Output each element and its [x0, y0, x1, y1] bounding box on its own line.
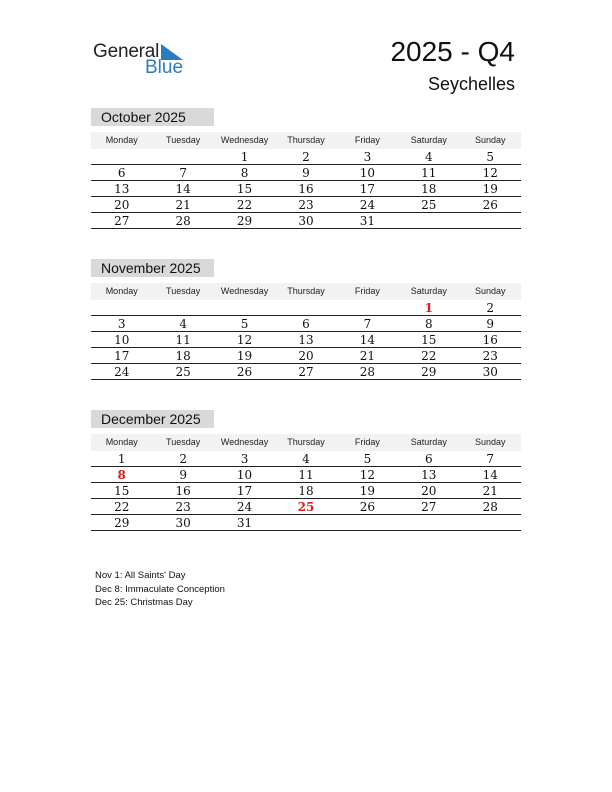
week-row [91, 181, 521, 197]
day-cell: 10 [359, 166, 376, 180]
day-cell: 2 [179, 452, 187, 466]
day-cell: 9 [302, 166, 310, 180]
day-cell: 22 [236, 198, 253, 212]
day-cell: 30 [482, 365, 498, 379]
day-cell: 23 [482, 349, 498, 363]
country-name: Seychelles [427, 74, 515, 94]
day-cell: 2 [486, 301, 495, 315]
day-cell: 18 [175, 349, 191, 363]
day-cell: 29 [114, 516, 130, 530]
day-cell: 29 [236, 214, 253, 228]
day-cell: 24 [114, 365, 130, 379]
weekday-label: Saturday [410, 135, 447, 145]
week-row [91, 515, 521, 531]
empty-day-cell [398, 515, 459, 530]
weekday-label: Thursday [287, 286, 325, 296]
day-cell: 17 [236, 484, 253, 498]
day-cell: 19 [236, 349, 253, 363]
day-cell: 20 [421, 484, 437, 498]
holiday-notes [95, 569, 225, 610]
day-cell: 22 [114, 500, 130, 514]
day-cell: 26 [482, 198, 498, 212]
day-cell: 12 [482, 166, 498, 180]
day-cell: 26 [359, 500, 376, 514]
weekday-header-row [91, 132, 521, 149]
day-cell: 27 [298, 365, 314, 379]
day-cell: 26 [236, 365, 253, 379]
day-cell: 18 [298, 484, 314, 498]
weekday-label: Tuesday [166, 437, 201, 447]
month-name: October 2025 [91, 108, 214, 126]
day-cell: 3 [240, 452, 249, 466]
weekday-label: Saturday [410, 437, 447, 447]
day-cell: 16 [175, 484, 191, 498]
week-row [91, 451, 521, 467]
day-cell: 22 [421, 349, 437, 363]
holiday-note: Dec 8: Immaculate Conception [95, 583, 225, 595]
weekday-label: Sunday [474, 135, 506, 145]
weekday-label: Saturday [410, 286, 447, 296]
empty-day-cell [91, 300, 152, 315]
week-row [91, 467, 521, 483]
day-cell: 17 [359, 182, 376, 196]
week-row [91, 316, 521, 332]
day-cell: 13 [421, 468, 437, 482]
day-cell: 16 [482, 333, 498, 347]
week-row [91, 364, 521, 380]
empty-day-cell [398, 213, 459, 228]
weekday-label: Tuesday [166, 135, 201, 145]
page-title: 2025 - Q4 [390, 36, 515, 67]
day-cell: 1 [424, 301, 433, 315]
day-cell: 19 [482, 182, 498, 196]
month-name: November 2025 [91, 259, 214, 277]
empty-day-cell [275, 515, 336, 530]
day-cell: 25 [297, 500, 315, 514]
empty-day-cell [460, 515, 521, 530]
week-row [91, 483, 521, 499]
day-cell: 7 [486, 452, 495, 466]
day-cell: 29 [421, 365, 437, 379]
day-cell: 6 [117, 166, 126, 180]
day-cell: 28 [482, 500, 498, 514]
day-cell: 7 [179, 166, 187, 180]
weekday-label: Monday [105, 135, 138, 145]
holiday-note: Nov 1: All Saints' Day [95, 570, 186, 581]
month-name: December 2025 [91, 410, 214, 428]
day-cell: 19 [359, 484, 376, 498]
day-cell: 15 [236, 182, 253, 196]
day-cell: 15 [114, 484, 130, 498]
month-calendar [91, 259, 521, 380]
empty-day-cell [214, 300, 275, 315]
day-cell: 12 [359, 468, 376, 482]
day-cell: 11 [298, 468, 314, 482]
day-cell: 12 [236, 333, 253, 347]
empty-day-cell [460, 213, 521, 228]
day-cell: 5 [486, 150, 495, 164]
weekday-label: Friday [354, 286, 380, 296]
weekday-header-row [91, 283, 521, 300]
day-cell: 13 [114, 182, 130, 196]
day-cell: 3 [117, 317, 126, 331]
week-row [91, 348, 521, 364]
day-cell: 25 [175, 365, 191, 379]
day-cell: 21 [482, 484, 498, 498]
day-cell: 30 [175, 516, 191, 530]
day-cell: 20 [298, 349, 314, 363]
day-cell: 3 [363, 150, 372, 164]
day-cell: 24 [236, 500, 253, 514]
empty-day-cell [152, 149, 213, 164]
weekday-label: Wednesday [220, 135, 269, 145]
day-cell: 1 [117, 452, 126, 466]
day-cell: 20 [114, 198, 130, 212]
day-cell: 10 [114, 333, 130, 347]
day-cell: 9 [179, 468, 187, 482]
week-row [91, 499, 521, 515]
day-cell: 31 [236, 516, 253, 530]
weekday-label: Friday [354, 437, 380, 447]
day-cell: 5 [363, 452, 372, 466]
empty-day-cell [152, 300, 213, 315]
day-cell: 2 [302, 150, 310, 164]
day-cell: 31 [359, 214, 376, 228]
day-cell: 8 [425, 317, 433, 331]
day-cell: 18 [421, 182, 437, 196]
day-cell: 14 [359, 333, 376, 347]
day-cell: 16 [298, 182, 314, 196]
weekday-label: Tuesday [166, 286, 201, 296]
day-cell: 23 [175, 500, 191, 514]
day-cell: 27 [421, 500, 437, 514]
weekday-label: Sunday [474, 286, 506, 296]
day-cell: 27 [114, 214, 130, 228]
weekday-header-row [91, 434, 521, 451]
day-cell: 11 [421, 166, 437, 180]
holiday-note: Dec 25: Christmas Day [95, 597, 193, 608]
weekday-label: Monday [105, 286, 138, 296]
week-row [91, 300, 521, 316]
day-cell: 7 [363, 317, 372, 331]
day-cell: 10 [236, 468, 253, 482]
generalblue-logo [93, 41, 193, 77]
day-cell: 25 [421, 198, 437, 212]
day-cell: 28 [359, 365, 376, 379]
day-cell: 8 [240, 166, 249, 180]
day-cell: 15 [421, 333, 437, 347]
day-cell: 23 [298, 198, 314, 212]
day-cell: 4 [302, 452, 310, 466]
weekday-label: Monday [105, 437, 138, 447]
day-cell: 6 [302, 317, 310, 331]
day-cell: 4 [425, 150, 433, 164]
day-cell: 21 [175, 198, 191, 212]
weekday-label: Sunday [474, 437, 506, 447]
day-cell: 8 [117, 468, 126, 482]
day-cell: 11 [175, 333, 191, 347]
month-calendar [91, 108, 521, 229]
week-row [91, 165, 521, 181]
logo-word-blue: Blue [145, 57, 184, 78]
week-row [91, 149, 521, 165]
empty-day-cell [91, 149, 152, 164]
day-cell: 28 [175, 214, 191, 228]
day-cell: 1 [240, 150, 249, 164]
week-row [91, 197, 521, 213]
weekday-label: Wednesday [220, 286, 269, 296]
empty-day-cell [275, 300, 336, 315]
day-cell: 17 [114, 349, 130, 363]
day-cell: 24 [359, 198, 376, 212]
day-cell: 6 [425, 452, 433, 466]
day-cell: 21 [359, 349, 376, 363]
logo-word-general: General [93, 41, 160, 62]
weekday-label: Thursday [287, 135, 325, 145]
week-row [91, 213, 521, 229]
weekday-label: Wednesday [220, 437, 269, 447]
weekday-label: Thursday [287, 437, 325, 447]
day-cell: 4 [179, 317, 187, 331]
day-cell: 5 [240, 317, 249, 331]
weekday-label: Friday [354, 135, 380, 145]
day-cell: 14 [175, 182, 191, 196]
month-calendar [91, 410, 521, 531]
day-cell: 14 [482, 468, 498, 482]
day-cell: 30 [298, 214, 314, 228]
day-cell: 13 [298, 333, 314, 347]
week-row [91, 332, 521, 348]
empty-day-cell [337, 515, 398, 530]
empty-day-cell [337, 300, 398, 315]
day-cell: 9 [486, 317, 495, 331]
